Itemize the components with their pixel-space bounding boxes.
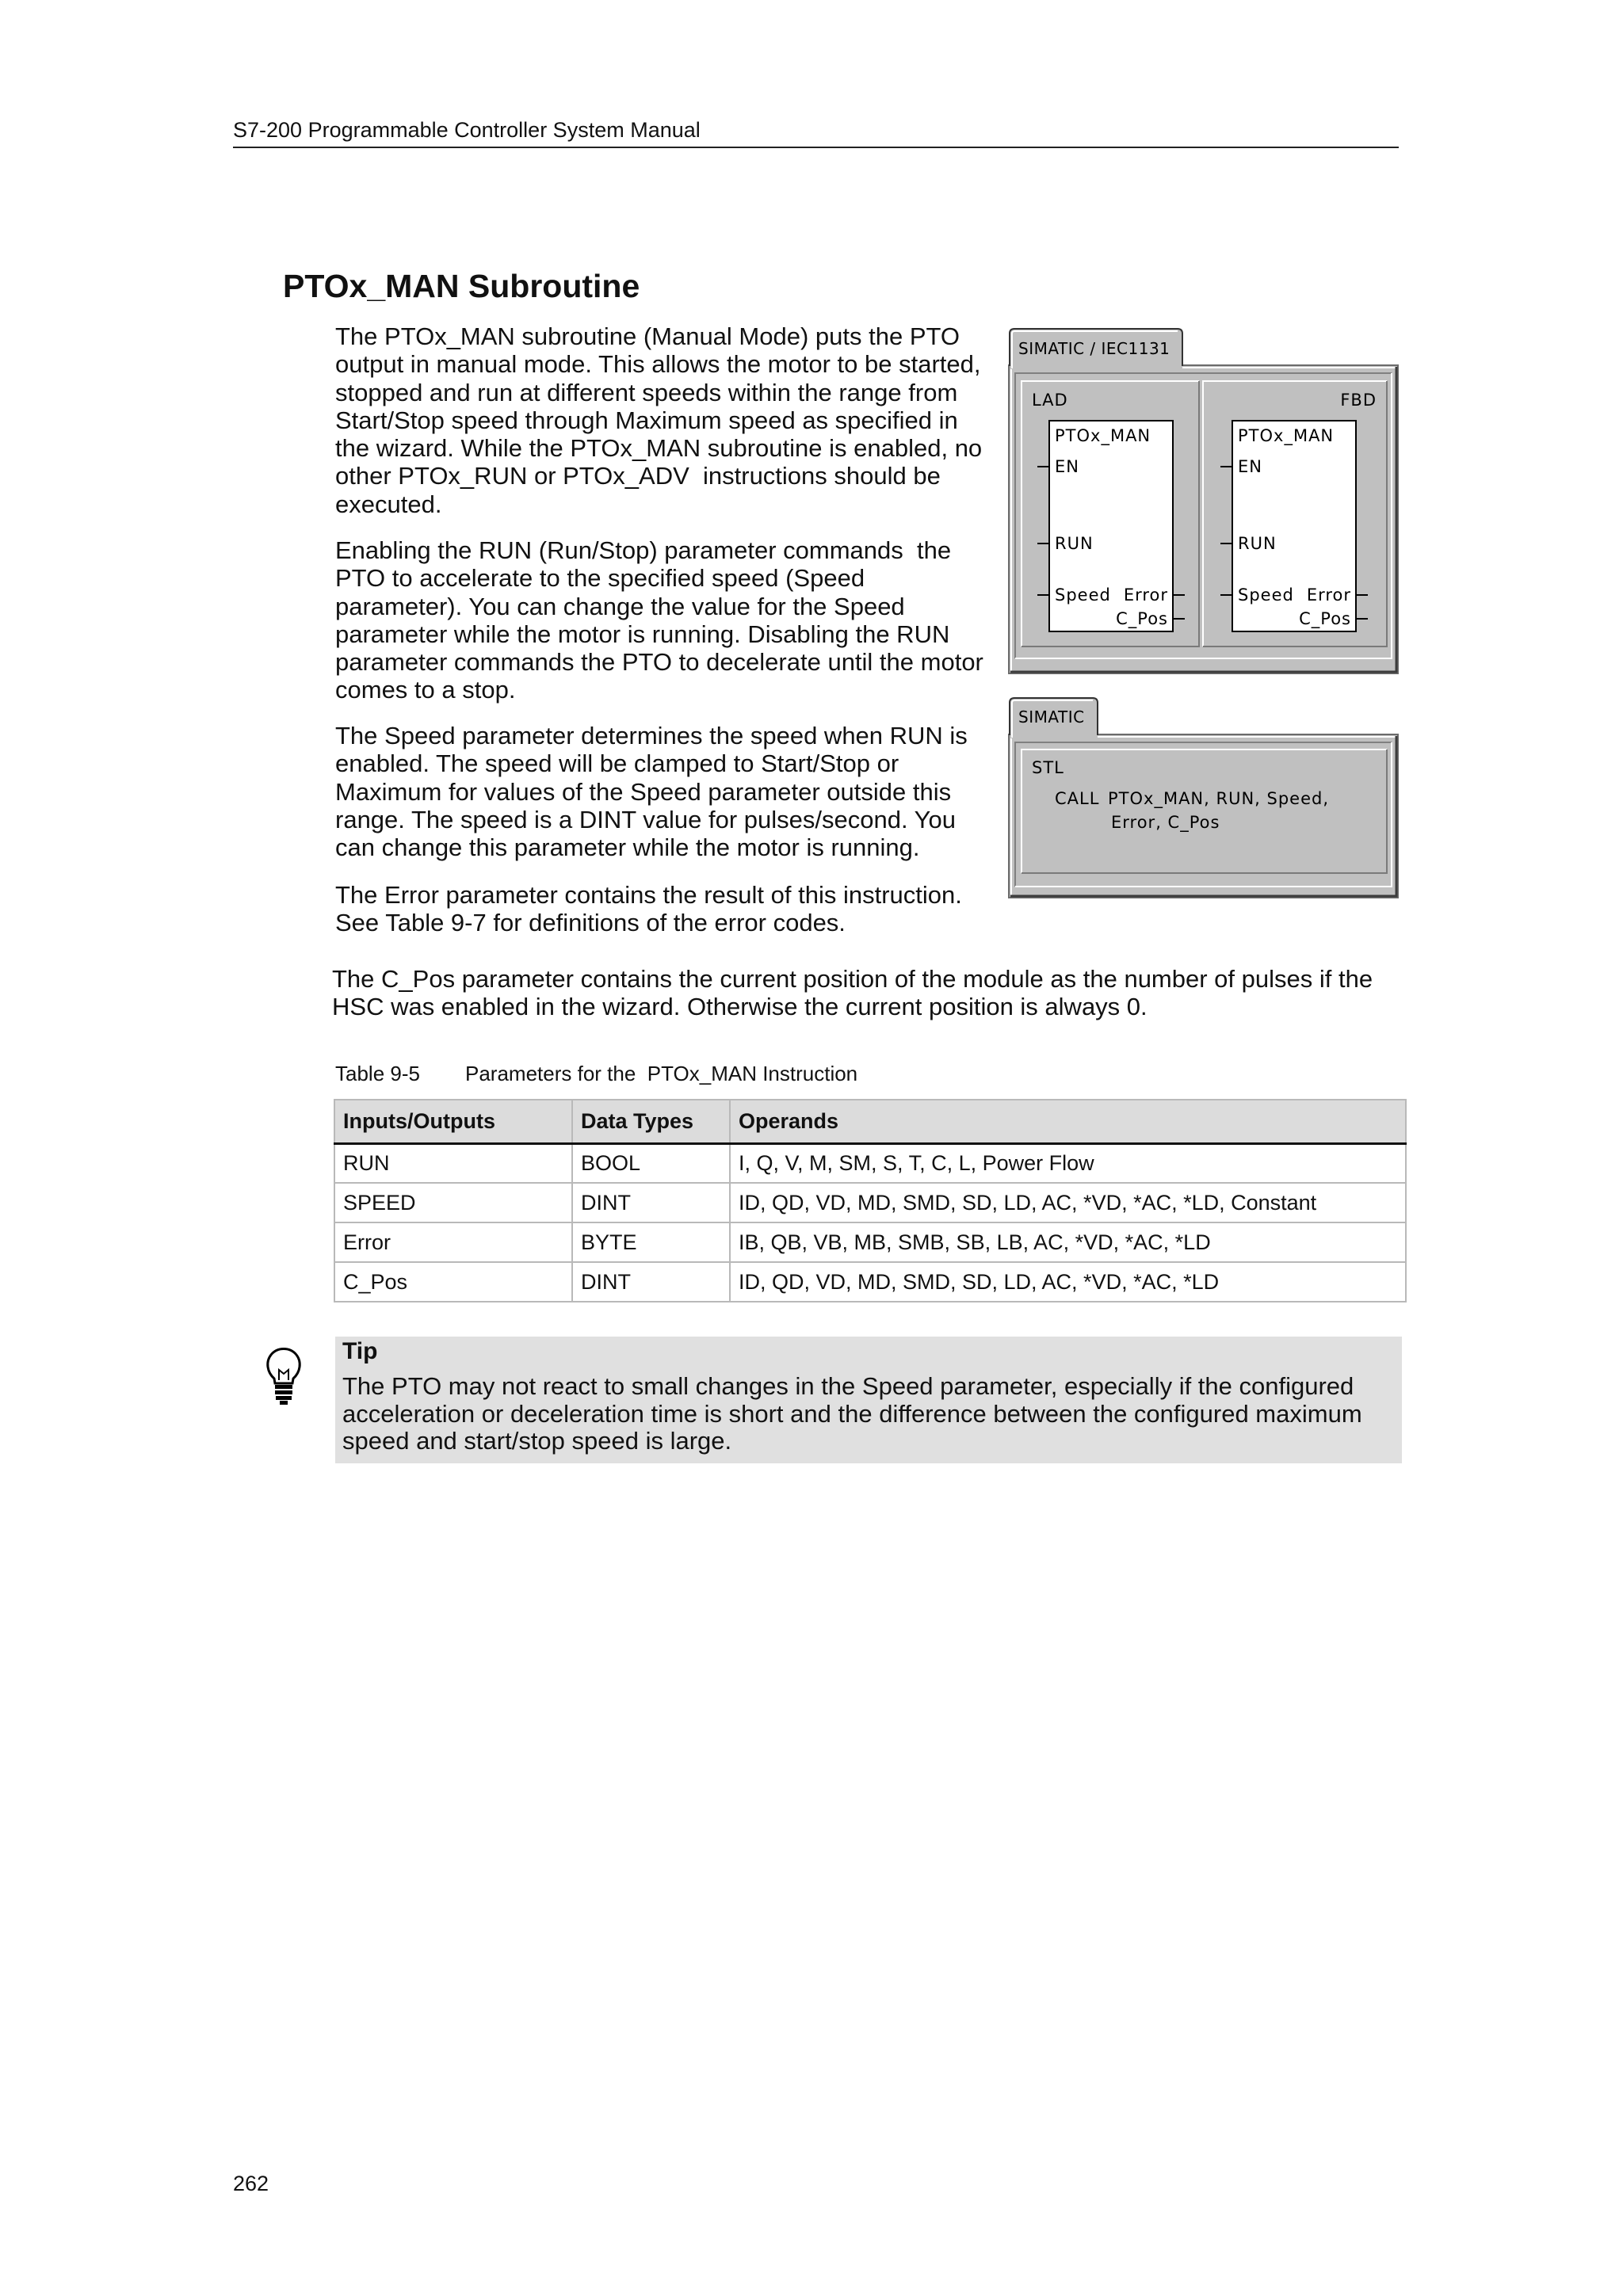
text-line: executed. xyxy=(335,490,442,518)
paragraph-run-parameter xyxy=(335,536,983,704)
paragraph-error-parameter xyxy=(335,881,962,937)
text-line: The Error parameter contains the result of this instruction. xyxy=(335,881,962,909)
bulb-base-stripe xyxy=(276,1396,292,1400)
cell-operands: ID, QD, VD, MD, SMD, SD, LD, AC, *VD, *AC, *LD, Constant xyxy=(730,1183,1406,1222)
stl-code-box xyxy=(1022,749,1387,873)
fbd-pin-cpos: C_Pos xyxy=(1299,609,1351,628)
paragraph-intro xyxy=(335,322,982,518)
text-line: enabled. The speed will be clamped to Start/Stop or xyxy=(335,749,899,778)
paragraph-speed-parameter xyxy=(335,722,968,861)
text-line: See Table 9-7 for definitions of the error codes. xyxy=(335,909,846,937)
cell-parameter: C_Pos xyxy=(334,1262,572,1302)
bulb-base-tip xyxy=(280,1401,288,1405)
tip-text xyxy=(342,1373,1362,1455)
fbd-pin-speed: Speed xyxy=(1238,585,1294,605)
text-line: Maximum for values of the Speed parameter outside this xyxy=(335,777,952,806)
lad-panel xyxy=(1022,381,1199,646)
stl-figure xyxy=(1008,696,1399,898)
lad-label: LAD xyxy=(1032,391,1068,410)
lad-fbd-figure xyxy=(1008,327,1399,674)
fbd-pin-run: RUN xyxy=(1238,534,1277,553)
table-row xyxy=(334,1183,1406,1222)
parameters-table xyxy=(334,1099,1407,1302)
fbd-pin-en: EN xyxy=(1238,457,1262,476)
cell-operands: IB, QB, VB, MB, SMB, SB, LB, AC, *VD, *AC, *LD xyxy=(730,1222,1406,1262)
header-rule xyxy=(233,147,1399,148)
fbd-panel xyxy=(1203,381,1387,646)
column-header-data-types: Data Types xyxy=(572,1100,730,1143)
cell-parameter: SPEED xyxy=(334,1183,572,1222)
tip-heading: Tip xyxy=(342,1338,378,1364)
lightbulb-icon xyxy=(262,1345,305,1405)
text-line: comes to a stop. xyxy=(335,676,516,704)
cell-parameter: Error xyxy=(334,1222,572,1262)
page-number: 262 xyxy=(233,2172,269,2195)
table-caption-title: Parameters for the PTOx_MAN Instruction xyxy=(465,1062,858,1085)
cell-data-type: DINT xyxy=(572,1262,730,1302)
stl-operands-line2: Error, C_Pos xyxy=(1111,813,1220,832)
lad-pin-en: EN xyxy=(1055,457,1079,476)
table-row xyxy=(334,1222,1406,1262)
lad-pin-cpos: C_Pos xyxy=(1116,609,1168,628)
text-line: parameter commands the PTO to decelerate until the motor xyxy=(335,648,983,677)
cell-operands: ID, QD, VD, MD, SMD, SD, LD, AC, *VD, *AC, *LD xyxy=(730,1262,1406,1302)
paragraph-cpos-parameter xyxy=(332,965,1373,1021)
section-title: PTOx_MAN Subroutine xyxy=(283,268,640,304)
table-caption-number: Table 9-5 xyxy=(335,1062,420,1085)
cell-operands: I, Q, V, M, SM, S, T, C, L, Power Flow xyxy=(730,1143,1406,1183)
tab-label: SIMATIC / IEC1131 xyxy=(1018,339,1170,358)
bulb-glass xyxy=(268,1349,300,1384)
lad-pin-error: Error xyxy=(1123,585,1168,605)
text-line: acceleration or deceleration time is short and the difference between the configured maximum xyxy=(342,1399,1362,1428)
column-header-operands: Operands xyxy=(730,1100,1406,1143)
text-line: The Speed parameter determines the speed when RUN is xyxy=(335,722,968,749)
fbd-label: FBD xyxy=(1340,391,1377,410)
text-line: Start/Stop speed through Maximum speed as specified in xyxy=(335,406,958,434)
text-line: other PTOx_RUN or PTOx_ADV instructions should be xyxy=(335,462,941,490)
tab-simatic-iec1131 xyxy=(1010,329,1182,369)
text-line: stopped and run at different speeds within the range from xyxy=(335,378,958,406)
stl-code-fill xyxy=(1022,749,1387,873)
text-line: HSC was enabled in the wizard. Otherwise the current position is always 0. xyxy=(332,993,1148,1021)
running-header: S7-200 Programmable Controller System Manual xyxy=(233,118,701,142)
tip-box xyxy=(335,1337,1402,1463)
bulb-base-stripe xyxy=(275,1390,292,1394)
text-line: range. The speed is a DINT value for pulses/second. You xyxy=(335,805,956,833)
text-line: the wizard. While the PTOx_MAN subroutine is enabled, no xyxy=(335,434,983,463)
table-row xyxy=(334,1262,1406,1302)
text-line: speed and start/stop speed is large. xyxy=(342,1427,732,1455)
stl-label: STL xyxy=(1032,758,1064,777)
table-row xyxy=(334,1143,1406,1183)
text-line: parameter). You can change the value for the Speed xyxy=(335,592,905,620)
cell-data-type: BYTE xyxy=(572,1222,730,1262)
text-line: output in manual mode. This allows the motor to be started, xyxy=(335,350,981,379)
lad-box-name: PTOx_MAN xyxy=(1055,426,1151,445)
stl-instruction: CALL xyxy=(1055,789,1100,808)
fbd-pin-error: Error xyxy=(1306,585,1351,605)
column-header-inputs-outputs: Inputs/Outputs xyxy=(334,1100,572,1143)
fbd-box-name: PTOx_MAN xyxy=(1238,426,1335,445)
cell-parameter: RUN xyxy=(334,1143,572,1183)
text-line: The C_Pos parameter contains the current position of the module as the number of pulses if the xyxy=(332,965,1373,993)
text-line: PTO to accelerate to the specified speed (Speed xyxy=(335,564,865,593)
cell-data-type: DINT xyxy=(572,1183,730,1222)
bulb-base-stripe xyxy=(275,1385,292,1389)
text-line: The PTO may not react to small changes in the Speed parameter, especially if the configured xyxy=(342,1372,1354,1400)
lad-pin-run: RUN xyxy=(1055,534,1094,553)
text-line: Enabling the RUN (Run/Stop) parameter commands the xyxy=(335,536,952,564)
table-header-row xyxy=(334,1100,1406,1143)
stl-operands-line1: PTOx_MAN, RUN, Speed, xyxy=(1108,789,1330,808)
text-line: parameter while the motor is running. Disabling the RUN xyxy=(335,620,950,648)
text-line: The PTOx_MAN subroutine (Manual Mode) puts the PTO xyxy=(335,322,960,350)
text-line: can change this parameter while the motor is running. xyxy=(335,833,920,862)
cell-data-type: BOOL xyxy=(572,1143,730,1183)
tab-simatic xyxy=(1010,698,1098,738)
lad-pin-speed: Speed xyxy=(1055,585,1111,605)
stl-tab-label: SIMATIC xyxy=(1018,707,1085,727)
